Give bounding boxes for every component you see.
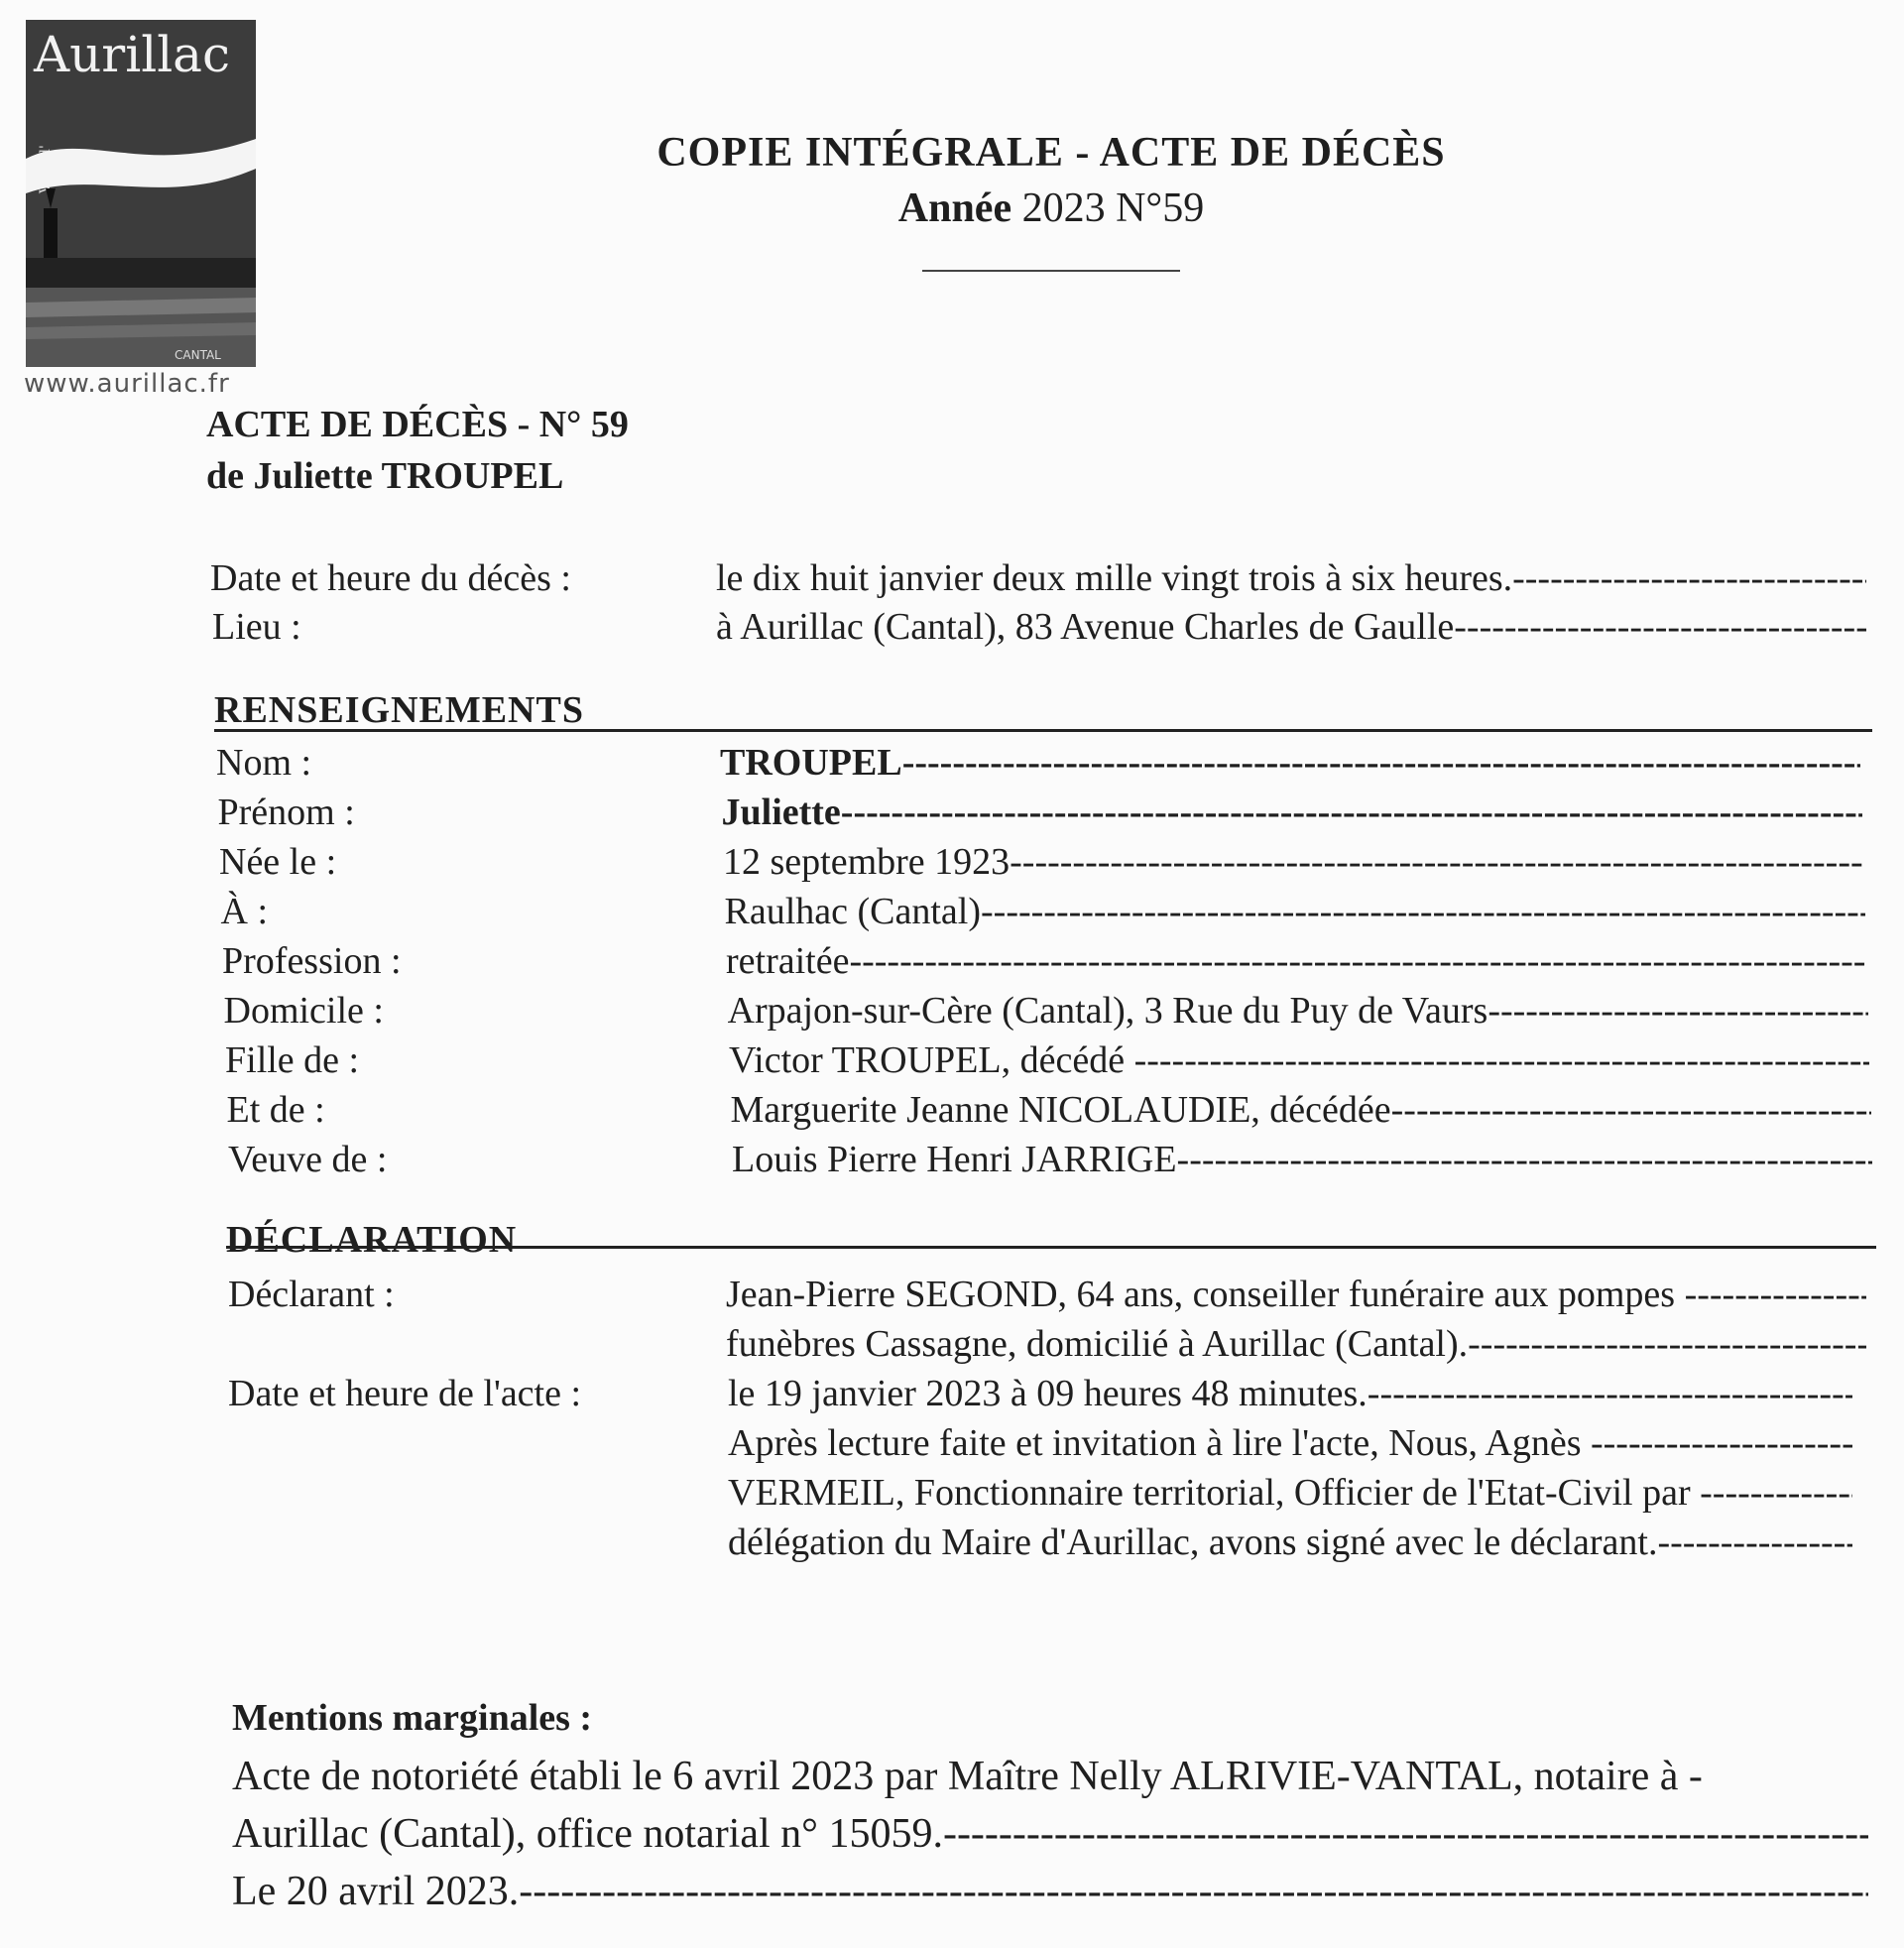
- act-date-line: Après lecture faite et invitation à lire l'acte, Nous, Agnès -----: [728, 1418, 1852, 1468]
- death-place-label: Lieu :: [212, 606, 301, 648]
- renseignements-value: 12 septembre 1923 -----: [723, 837, 1863, 887]
- act-title-block: [206, 399, 629, 502]
- logo-graphic: [26, 20, 256, 367]
- renseignements-value: TROUPEL -----: [720, 738, 1860, 788]
- act-date-label: Date et heure de l'acte :: [228, 1373, 582, 1414]
- declarant-text: [726, 1270, 1866, 1369]
- renseignements-value: Arpajon-sur-Cère (Cantal), 3 Rue du Puy de Vaurs -----: [728, 986, 1868, 1035]
- death-date-label: Date et heure du décès :: [210, 557, 571, 599]
- mentions-heading: Mentions marginales :: [232, 1697, 593, 1739]
- mentions-text: [232, 1748, 1868, 1920]
- renseignements-value: Louis Pierre Henri JARRIGE -----: [732, 1135, 1872, 1184]
- aurillac-logo: [26, 20, 256, 367]
- renseignements-label: Nom :: [216, 742, 312, 784]
- logo-name: Aurillac: [34, 26, 230, 83]
- renseignements-label: À :: [220, 891, 268, 932]
- renseignements-label: Née le :: [219, 841, 337, 883]
- logo-url: www.aurillac.fr: [24, 369, 230, 399]
- document-header: [555, 129, 1547, 272]
- renseignements-label: Veuve de :: [228, 1139, 388, 1180]
- declarant-line: Jean-Pierre SEGOND, 64 ans, conseiller funéraire aux pompes -----: [726, 1270, 1866, 1319]
- mentions-line: Aurillac (Cantal), office notarial n° 15059. -----: [232, 1805, 1868, 1863]
- declarant-label: Déclarant :: [228, 1274, 395, 1315]
- year-label: Année: [897, 185, 1012, 231]
- renseignements-value: retraitée -----: [726, 936, 1866, 986]
- act-date-line: délégation du Maire d'Aurillac, avons signé avec le déclarant. -----: [728, 1518, 1852, 1567]
- declaration-heading: DÉCLARATION: [226, 1219, 518, 1261]
- renseignements-label: Fille de :: [225, 1039, 360, 1081]
- act-date-text: [728, 1369, 1852, 1567]
- header-rule: [922, 270, 1180, 272]
- death-date-value: le dix huit janvier deux mille vingt trois à six heures. -----: [716, 553, 1866, 603]
- mentions-line: Le 20 avril 2023. -----: [232, 1863, 1868, 1920]
- year-value: 2023 N°59: [1021, 185, 1205, 231]
- renseignements-value: Victor TROUPEL, décédé -----: [729, 1035, 1869, 1085]
- death-place-value: à Aurillac (Cantal), 83 Avenue Charles de Gaulle -----: [716, 602, 1866, 652]
- renseignements-value: Juliette -----: [722, 788, 1862, 837]
- renseignements-label: Domicile :: [223, 990, 384, 1032]
- document-year: [555, 184, 1547, 232]
- renseignements-value: Raulhac (Cantal) -----: [725, 887, 1865, 936]
- renseignements-label: Profession :: [222, 940, 402, 982]
- act-subtitle: de Juliette TROUPEL: [206, 455, 564, 497]
- act-date-line: le 19 janvier 2023 à 09 heures 48 minutes. -----: [728, 1369, 1852, 1418]
- mentions-line: Acte de notoriété établi le 6 avril 2023 par Maître Nelly ALRIVIE-VANTAL, notaire à -: [232, 1754, 1703, 1799]
- renseignements-label: Et de :: [226, 1089, 325, 1131]
- declarant-line: funèbres Cassagne, domicilié à Aurillac (Cantal). -----: [726, 1319, 1866, 1369]
- renseignements-heading: RENSEIGNEMENTS: [214, 689, 584, 731]
- document-title: COPIE INTÉGRALE - ACTE DE DÉCÈS: [656, 130, 1446, 176]
- declaration-rule: [226, 1246, 1876, 1249]
- renseignements-label: Prénom :: [217, 791, 355, 833]
- renseignements-rule: [214, 729, 1872, 732]
- logo-region: CANTAL: [175, 348, 221, 362]
- act-date-line: VERMEIL, Fonctionnaire territorial, Officier de l'Etat-Civil par -----: [728, 1468, 1852, 1518]
- renseignements-value: Marguerite Jeanne NICOLAUDIE, décédée -----: [731, 1085, 1871, 1135]
- act-title: ACTE DE DÉCÈS - N° 59: [206, 404, 629, 445]
